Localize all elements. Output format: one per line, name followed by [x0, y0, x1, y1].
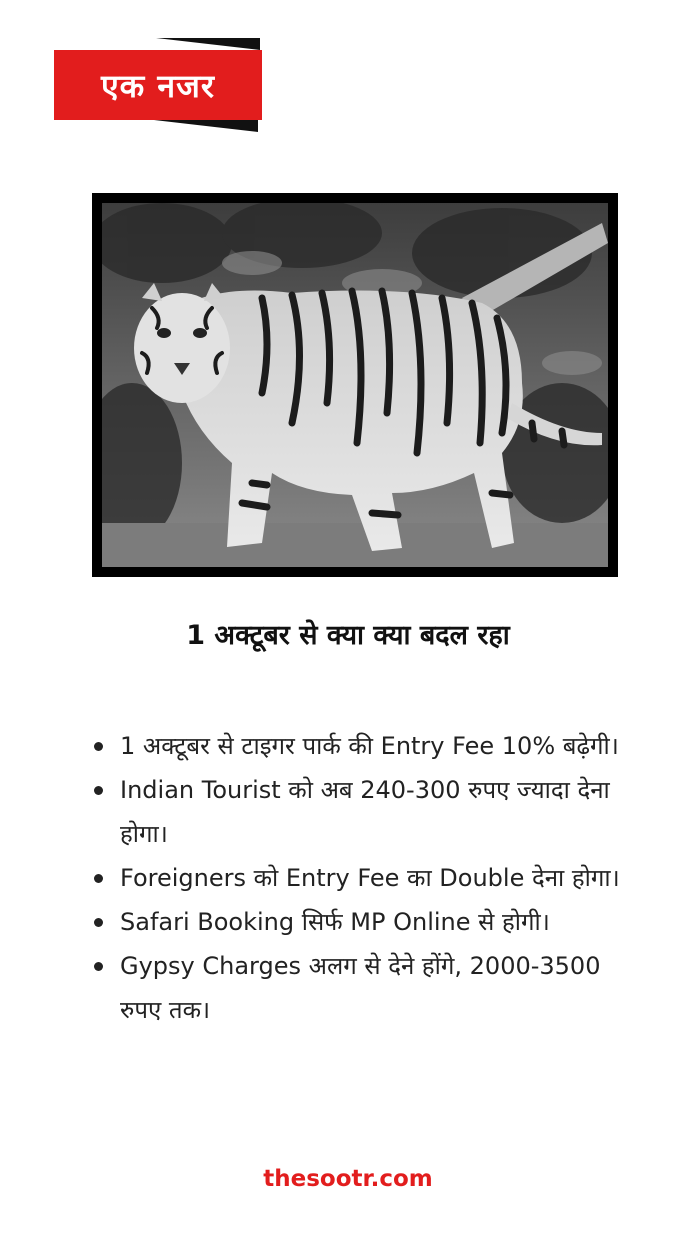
changes-list: [92, 724, 622, 1032]
list-item: Indian Tourist को अब 240-300 रुपए ज्यादा देना होगा।: [92, 768, 622, 856]
badge-shadow-bottom: [154, 120, 258, 132]
badge-shadow-top: [156, 38, 260, 50]
badge-label: एक नजर: [100, 66, 215, 105]
photo-frame: [92, 193, 618, 577]
site-url[interactable]: thesootr.com: [263, 1166, 433, 1192]
badge-box: [54, 50, 262, 120]
list-item: 1 अक्टूबर से टाइगर पार्क की Entry Fee 10% बढ़ेगी।: [92, 724, 622, 768]
section-badge: [54, 38, 264, 134]
section-heading: 1 अक्टूबर से क्या क्या बदल रहा: [186, 620, 510, 651]
list-item: Foreigners को Entry Fee का Double देना होगा।: [92, 856, 622, 900]
tiger-photo: [102, 203, 608, 567]
list-item: Gypsy Charges अलग से देने होंगे, 2000-3500 रुपए तक।: [92, 944, 622, 1032]
tiger-illustration: [102, 203, 608, 567]
list-item: Safari Booking सिर्फ MP Online से होगी।: [92, 900, 622, 944]
